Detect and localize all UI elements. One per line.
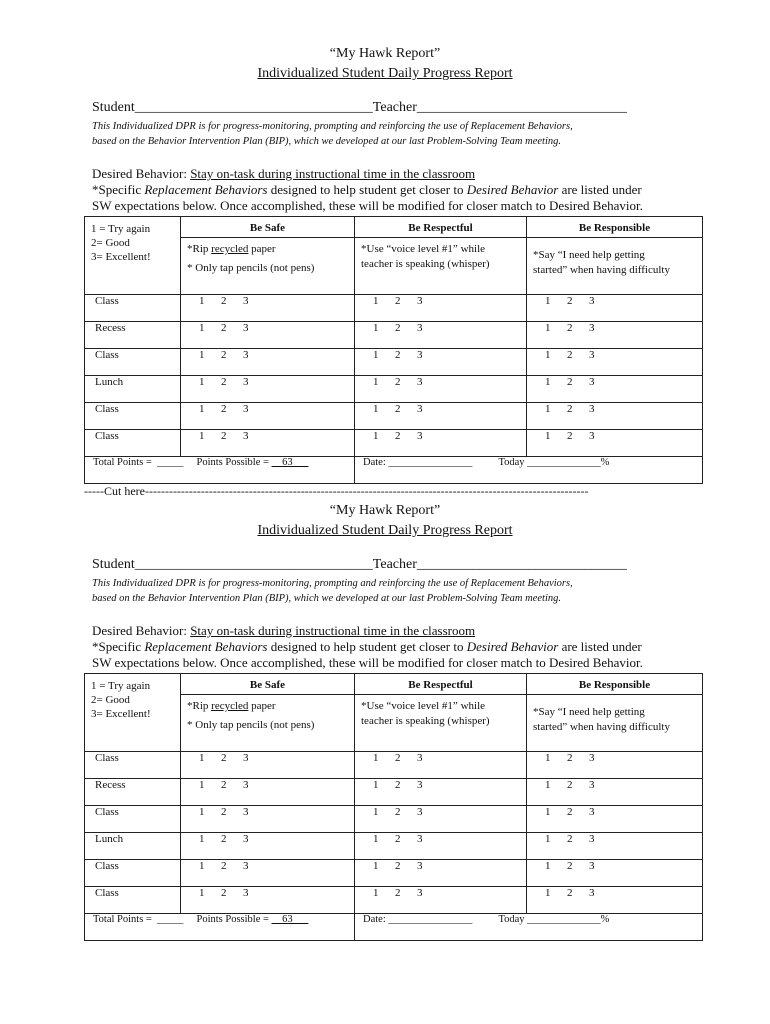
report-title: “My Hawk Report” <box>329 46 441 61</box>
totals-row <box>85 457 703 484</box>
table-row: Recess 1 2 3 1 2 3 1 2 3 <box>85 779 703 806</box>
table-row: Recess 1 2 3 1 2 3 1 2 3 <box>85 322 703 349</box>
points-possible-value: __63___ <box>271 914 309 925</box>
table-row: Lunch 1 2 3 1 2 3 1 2 3 <box>85 833 703 860</box>
table-row: Class 1 2 3 1 2 3 1 2 3 <box>85 887 703 914</box>
points-possible-label: Points Possible = <box>196 457 272 468</box>
totals-row <box>85 914 703 941</box>
table-row: Class 1 2 3 1 2 3 1 2 3 <box>85 349 703 376</box>
cut-here-line: -----Cut here--------------------------------------------------------------------------------------------------------------- <box>84 484 589 498</box>
date-field: Date: ________________ <box>363 457 473 468</box>
behavior-table <box>84 673 703 941</box>
total-points-field: Total Points = _____ <box>93 457 184 468</box>
report-subtitle: Individualized Student Daily Progress Report <box>257 523 513 538</box>
intro-text: This Individualized DPR is for progress-monitoring, prompting and reinforcing the use of Replacement Behaviors, based on the Behavior Intervention Plan (BIP), which we developed at our last Problem-Solving Team meeting. <box>92 121 573 147</box>
be-responsible-column: Be Responsible *Say “I need help getting started” when having difficulty <box>527 674 703 752</box>
rating-key: 1 = Try again 2= Good 3= Excellent! <box>85 217 181 295</box>
today-percent-field: Today ______________% <box>498 457 610 468</box>
be-responsible-column: Be Responsible *Say “I need help getting started” when having difficulty <box>527 217 703 295</box>
desired-behavior: Desired Behavior: Stay on-task during instructional time in the classroom *Specific Replacement Behaviors designed to help student get closer to Desired Behavior are listed under SW expectations below. Once accomplished, these will be modified for closer match to Desired Behavior. <box>92 623 643 670</box>
behavior-table <box>84 216 703 484</box>
be-safe-column: Be Safe *Rip recycled paper * Only tap pencils (not pens) <box>181 217 355 295</box>
be-respectful-column: Be Respectful *Use “voice level #1” while teacher is speaking (whisper) <box>355 674 527 752</box>
table-row: Class 1 2 3 1 2 3 1 2 3 <box>85 403 703 430</box>
points-possible-value: __63___ <box>271 457 309 468</box>
table-row: Class 1 2 3 1 2 3 1 2 3 <box>85 430 703 457</box>
table-row: Class 1 2 3 1 2 3 1 2 3 <box>85 752 703 779</box>
report-title: “My Hawk Report” <box>329 503 441 518</box>
student-teacher-line[interactable]: Student__________________________________Teacher______________________________ <box>92 100 627 115</box>
rating-key: 1 = Try again 2= Good 3= Excellent! <box>85 674 181 752</box>
student-teacher-line[interactable]: Student__________________________________Teacher______________________________ <box>92 557 627 572</box>
table-row: Lunch 1 2 3 1 2 3 1 2 3 <box>85 376 703 403</box>
table-row: Class 1 2 3 1 2 3 1 2 3 <box>85 295 703 322</box>
today-percent-field: Today ______________% <box>498 914 610 925</box>
desired-behavior: Desired Behavior: Stay on-task during instructional time in the classroom *Specific Replacement Behaviors designed to help student get closer to Desired Behavior are listed under SW expectations below. Once accomplished, these will be modified for closer match to Desired Behavior. <box>92 166 643 213</box>
date-field: Date: ________________ <box>363 914 473 925</box>
report-subtitle: Individualized Student Daily Progress Report <box>257 66 513 81</box>
points-possible-label: Points Possible = <box>196 914 272 925</box>
intro-text: This Individualized DPR is for progress-monitoring, prompting and reinforcing the use of Replacement Behaviors, based on the Behavior Intervention Plan (BIP), which we developed at our last Problem-Solving Team meeting. <box>92 578 573 604</box>
table-row: Class 1 2 3 1 2 3 1 2 3 <box>85 806 703 833</box>
total-points-field: Total Points = _____ <box>93 914 184 925</box>
be-respectful-column: Be Respectful *Use “voice level #1” while teacher is speaking (whisper) <box>355 217 527 295</box>
table-row: Class 1 2 3 1 2 3 1 2 3 <box>85 860 703 887</box>
be-safe-column: Be Safe *Rip recycled paper * Only tap pencils (not pens) <box>181 674 355 752</box>
